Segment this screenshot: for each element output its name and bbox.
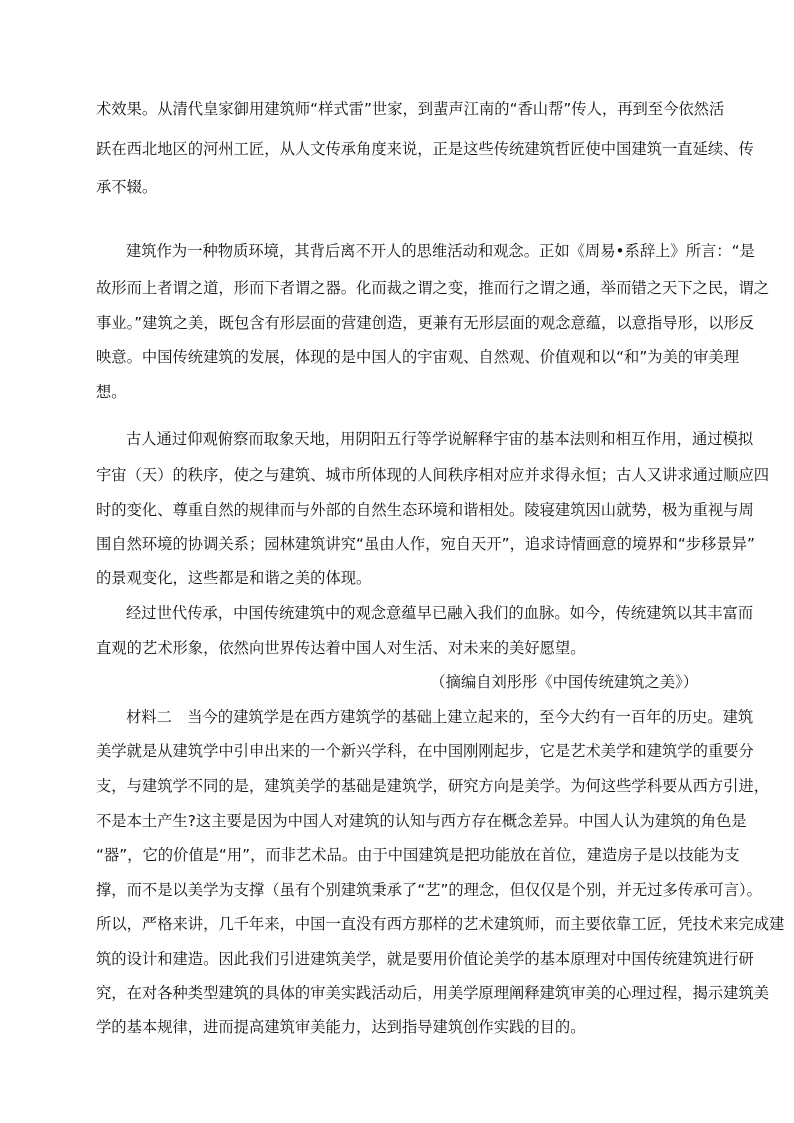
text-line: 跃在西北地区的河州工匠，从人文传承角度来说，正是这些传统建筑哲匠使中国建筑一直延续、传 — [96, 140, 754, 158]
text-line: 不是本土产生?这主要是因为中国人对建筑的认知与西方存在概念差异。中国人认为建筑的角色是 — [96, 812, 747, 830]
text-line: 术效果。从清代皇家御用建筑师“样式雷”世家，到蜚声江南的“香山帮”传人，再到至今依然活 — [96, 100, 725, 118]
text-line: 美学就是从建筑学中引申出来的一个新兴学科，在中国刚刚起步，它是艺术美学和建筑学的重要分 — [96, 742, 754, 760]
text-line: 映意。中国传统建筑的发展，体现的是中国人的宇宙观、自然观、价值观和以“和”为美的审美理 — [96, 348, 740, 366]
source-citation: （摘编自刘彤彤《中国传统建筑之美》） — [430, 673, 698, 691]
text-line: 承不辍。 — [96, 178, 158, 196]
text-line: 撑，而不是以美学为支撑（虽有个别建筑秉承了“艺”的理念，但仅仅是个别，并无过多传承可言）。 — [96, 881, 762, 899]
text-line: 事业。”建筑之美，既包含有形层面的营建创造，更兼有无形层面的观念意蕴，以意指导形，以形反 — [96, 314, 755, 332]
text-line: 筑的设计和建造。因此我们引进建筑美学，就是要用价值论美学的基本原理对中国传统建筑进行研 — [96, 950, 754, 968]
text-line: 围自然环境的协调关系；园林建筑讲究“虽由人作，宛自天开”，追求诗情画意的境界和“步移景异” — [96, 535, 755, 553]
text-line: “器”，它的价值是“用”，而非艺术品。由于中国建筑是把功能放在首位，建造房子是以技能为支 — [96, 846, 740, 864]
text-line: 学的基本规律，进而提高建筑审美能力，达到指导建筑创作实践的目的。 — [96, 1018, 586, 1036]
text-line: 的景观变化，这些都是和谐之美的体现。 — [96, 569, 372, 587]
text-line: 究，在对各种类型建筑的具体的审美实践活动后，用美学原理阐释建筑审美的心理过程，揭示建筑美 — [96, 984, 770, 1002]
text-line: 故形而上者谓之道，形而下者谓之器。化而裁之谓之变，推而行之谓之通，举而错之天下之民，谓之 — [96, 279, 770, 297]
text-line: 材料二 当今的建筑学是在西方建筑学的基础上建立起来的，至今大约有一百年的历史。建筑 — [126, 708, 754, 726]
text-line: 古人通过仰观俯察而取象天地，用阴阳五行等学说解释宇宙的基本法则和相互作用，通过模拟 — [126, 430, 754, 448]
text-line: 所以，严格来讲，几千年来，中国一直没有西方那样的艺术建筑师，而主要依靠工匠，凭技术来完成建 — [96, 915, 785, 933]
text-line: 直观的艺术形象，依然向世界传达着中国人对生活、对未来的美好愿望。 — [96, 639, 586, 657]
text-line: 宇宙（天）的秩序，使之与建筑、城市所体现的人间秩序相对应并求得永恒；古人又讲求通过顺应四 — [96, 466, 770, 484]
text-line: 建筑作为一种物质环境，其背后离不开人的思维活动和观念。正如《周易•系辞上》所言：“是 — [126, 242, 755, 260]
text-line: 经过世代传承，中国传统建筑中的观念意蕴早已融入我们的血脉。如今，传统建筑以其丰富而 — [126, 604, 754, 622]
text-line: 支，与建筑学不同的是，建筑美学的基础是建筑学，研究方向是美学。为何这些学科要从西方引进， — [96, 777, 770, 795]
text-line: 时的变化、尊重自然的规律而与外部的自然生态环境和谐相处。陵寝建筑因山就势，极为重视与周 — [96, 501, 754, 519]
text-line: 想。 — [96, 383, 127, 401]
